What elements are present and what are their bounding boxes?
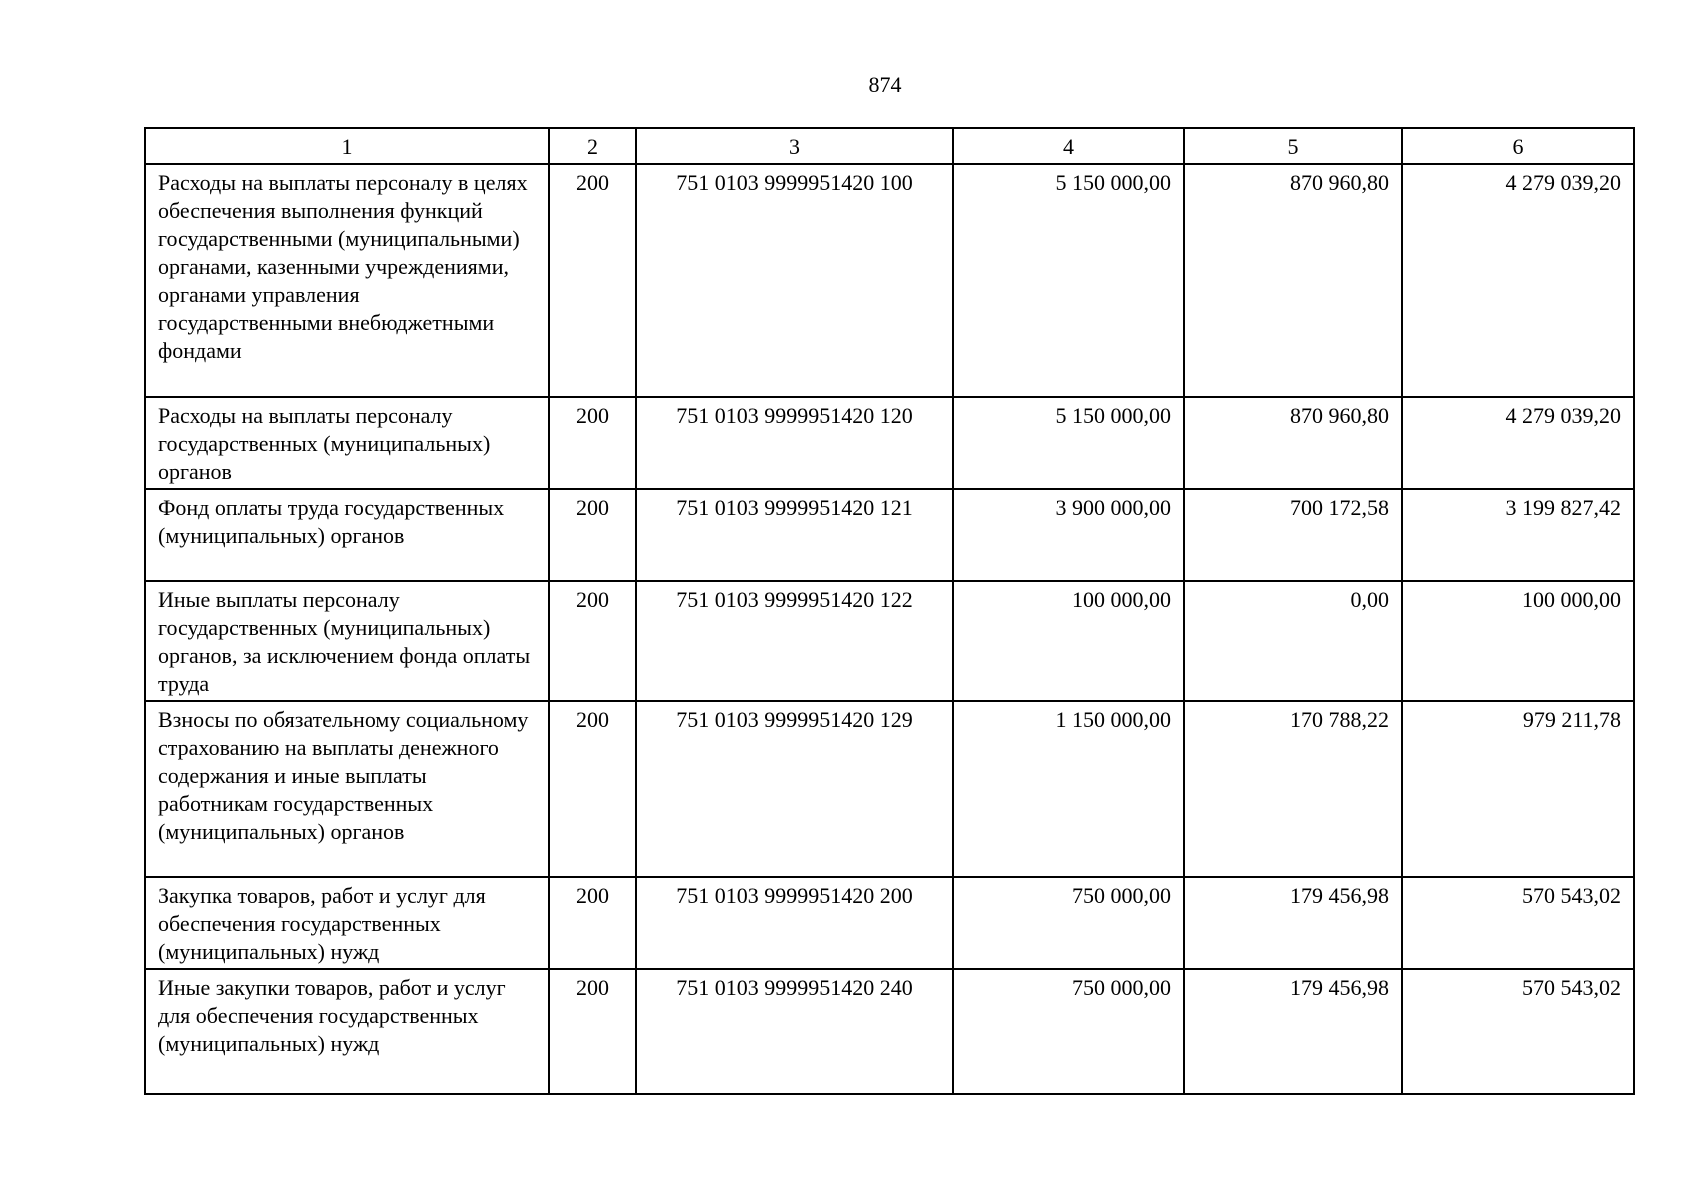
row-remaining-amount: 100 000,00 <box>1402 581 1634 701</box>
table-row <box>145 877 1634 969</box>
budget-table <box>144 127 1635 1095</box>
row-executed-amount: 870 960,80 <box>1184 164 1402 397</box>
row-description: Расходы на выплаты персоналу государственных (муниципальных) органов <box>145 397 549 489</box>
row-remaining-amount: 570 543,02 <box>1402 969 1634 1094</box>
row-executed-amount: 0,00 <box>1184 581 1402 701</box>
header-row <box>145 128 1634 164</box>
row-line-code: 200 <box>549 581 636 701</box>
row-line-code: 200 <box>549 489 636 581</box>
table-row <box>145 581 1634 701</box>
row-remaining-amount: 3 199 827,42 <box>1402 489 1634 581</box>
table-row <box>145 701 1634 877</box>
row-line-code: 200 <box>549 397 636 489</box>
row-line-code: 200 <box>549 969 636 1094</box>
row-approved-amount: 5 150 000,00 <box>953 164 1184 397</box>
column-header-6: 6 <box>1402 128 1634 164</box>
table-row <box>145 397 1634 489</box>
row-executed-amount: 170 788,22 <box>1184 701 1402 877</box>
column-header-4: 4 <box>953 128 1184 164</box>
column-header-5: 5 <box>1184 128 1402 164</box>
row-description: Закупка товаров, работ и услуг для обеспечения государственных (муниципальных) нужд <box>145 877 549 969</box>
row-approved-amount: 5 150 000,00 <box>953 397 1184 489</box>
row-approved-amount: 1 150 000,00 <box>953 701 1184 877</box>
row-approved-amount: 750 000,00 <box>953 877 1184 969</box>
row-executed-amount: 179 456,98 <box>1184 969 1402 1094</box>
row-executed-amount: 870 960,80 <box>1184 397 1402 489</box>
row-approved-amount: 3 900 000,00 <box>953 489 1184 581</box>
row-line-code: 200 <box>549 701 636 877</box>
row-classification-code: 751 0103 9999951420 120 <box>636 397 953 489</box>
column-header-3: 3 <box>636 128 953 164</box>
row-classification-code: 751 0103 9999951420 100 <box>636 164 953 397</box>
row-remaining-amount: 4 279 039,20 <box>1402 164 1634 397</box>
table-header <box>145 128 1634 164</box>
row-classification-code: 751 0103 9999951420 129 <box>636 701 953 877</box>
row-description: Расходы на выплаты персоналу в целях обеспечения выполнения функций государственными (муниципальными) органами, казенными учреждениями, органами управления государственными внебюджетными фондами <box>145 164 549 397</box>
row-classification-code: 751 0103 9999951420 240 <box>636 969 953 1094</box>
row-executed-amount: 700 172,58 <box>1184 489 1402 581</box>
row-line-code: 200 <box>549 877 636 969</box>
table-row <box>145 969 1634 1094</box>
row-description: Фонд оплаты труда государственных (муниципальных) органов <box>145 489 549 581</box>
row-description: Иные закупки товаров, работ и услуг для обеспечения государственных (муниципальных) нужд <box>145 969 549 1094</box>
table-row <box>145 489 1634 581</box>
row-classification-code: 751 0103 9999951420 200 <box>636 877 953 969</box>
row-description: Иные выплаты персоналу государственных (муниципальных) органов, за исключением фонда оплаты труда <box>145 581 549 701</box>
table-body <box>145 164 1634 1094</box>
row-classification-code: 751 0103 9999951420 122 <box>636 581 953 701</box>
page-number: 874 <box>868 72 902 97</box>
row-remaining-amount: 979 211,78 <box>1402 701 1634 877</box>
row-remaining-amount: 4 279 039,20 <box>1402 397 1634 489</box>
row-description: Взносы по обязательному социальному страхованию на выплаты денежного содержания и иные выплаты работникам государственных (муниципальных) органов <box>145 701 549 877</box>
row-executed-amount: 179 456,98 <box>1184 877 1402 969</box>
row-line-code: 200 <box>549 164 636 397</box>
row-classification-code: 751 0103 9999951420 121 <box>636 489 953 581</box>
column-header-1: 1 <box>145 128 549 164</box>
row-approved-amount: 100 000,00 <box>953 581 1184 701</box>
row-approved-amount: 750 000,00 <box>953 969 1184 1094</box>
column-header-2: 2 <box>549 128 636 164</box>
row-remaining-amount: 570 543,02 <box>1402 877 1634 969</box>
table-row <box>145 164 1634 397</box>
